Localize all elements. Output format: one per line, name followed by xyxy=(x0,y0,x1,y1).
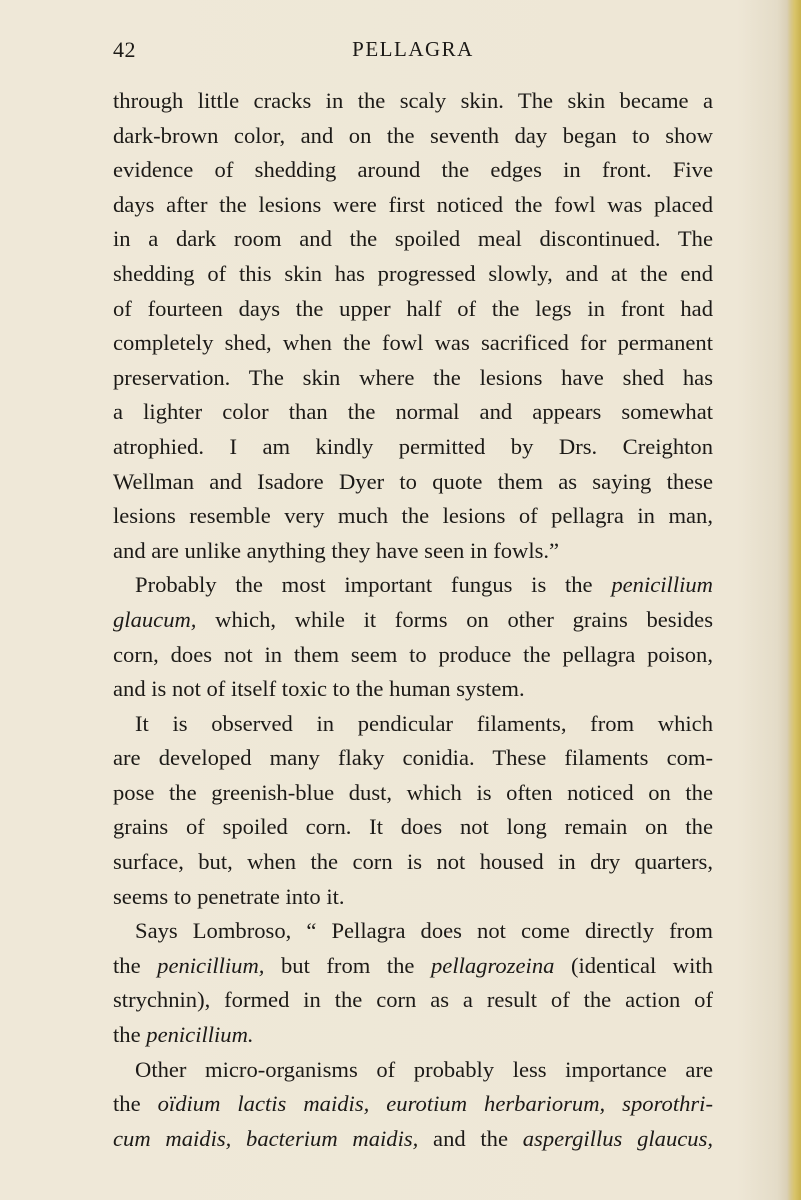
text-segment: in a dark room and the spoiled meal discontinued. The xyxy=(113,226,713,252)
text-segment: and are unlike anything they have seen in fowls.” xyxy=(113,537,560,563)
running-title: PELLAGRA xyxy=(352,37,474,61)
text-line xyxy=(113,257,713,292)
text-segment: pose the greenish-blue dust, which is often noticed on the xyxy=(113,779,713,805)
text-segment: days after the lesions were first noticed the fowl was placed xyxy=(113,191,713,217)
text-segment: shedding of this skin has progressed slowly, and at the end xyxy=(113,260,713,286)
text-segment: lesions resemble very much the lesions of pellagra in man, xyxy=(113,503,713,529)
text-line xyxy=(113,222,713,257)
italic-text: oïdium lactis maidis, eurotium herbariorum, sporothri- xyxy=(157,1091,713,1117)
text-line xyxy=(113,672,713,707)
text-segment: corn, does not in them seem to produce the pellagra poison, xyxy=(113,641,713,667)
text-line xyxy=(113,188,713,223)
italic-text: cum maidis, bacterium maidis, xyxy=(113,1125,419,1151)
italic-text: pellagrozeina xyxy=(431,952,555,978)
text-segment: (identical with xyxy=(554,952,713,978)
text-line xyxy=(113,638,713,673)
text-segment: completely shed, when the fowl was sacrificed for permanent xyxy=(113,330,713,356)
italic-text: glaucum, xyxy=(113,606,197,632)
text-segment: Says Lombroso, “ Pellagra does not come directly from xyxy=(135,918,713,944)
text-line xyxy=(113,949,713,984)
text-line xyxy=(113,361,713,396)
text-line xyxy=(113,603,713,638)
text-segment: and the xyxy=(418,1125,523,1151)
text-line xyxy=(113,880,713,915)
text-segment: which, while it forms on other grains besides xyxy=(196,606,713,632)
text-segment: dark-brown color, and on the seventh day began to show xyxy=(113,122,713,148)
text-line xyxy=(113,499,713,534)
text-segment: of fourteen days the upper half of the legs in front had xyxy=(113,295,713,321)
text-segment: atrophied. I am kindly permitted by Drs. Creighton xyxy=(113,433,713,459)
text-line xyxy=(113,395,713,430)
text-line xyxy=(113,534,713,569)
text-segment: the xyxy=(113,1022,147,1048)
italic-text: penicillium xyxy=(611,572,713,598)
text-segment: and is not of itself toxic to the human system. xyxy=(113,676,525,702)
italic-text: penicillium. xyxy=(146,1022,254,1048)
body-text xyxy=(113,84,713,1156)
text-segment: Probably the most important fungus is the xyxy=(135,572,612,598)
italic-text: aspergillus glaucus, xyxy=(522,1125,714,1151)
text-line xyxy=(113,914,713,949)
text-segment: preservation. The skin where the lesions have shed has xyxy=(113,364,713,390)
text-line xyxy=(113,707,713,742)
page-edge xyxy=(787,0,801,1200)
text-line xyxy=(113,465,713,500)
text-line xyxy=(113,153,713,188)
text-segment: the xyxy=(113,952,158,978)
page-number: 42 xyxy=(113,37,136,62)
text-line xyxy=(113,292,713,327)
text-segment: It is observed in pendicular filaments, from which xyxy=(135,710,713,736)
page-header xyxy=(113,37,713,67)
text-segment: strychnin), formed in the corn as a result of the action of xyxy=(113,987,713,1013)
text-segment: the xyxy=(113,1091,158,1117)
text-line xyxy=(113,430,713,465)
text-line xyxy=(113,810,713,845)
text-line xyxy=(113,1087,713,1122)
text-line xyxy=(113,568,713,603)
text-segment: surface, but, when the corn is not housed in dry quarters, xyxy=(113,849,713,875)
text-segment: Wellman and Isadore Dyer to quote them as saying these xyxy=(113,468,713,494)
text-segment: through little cracks in the scaly skin. The skin became a xyxy=(113,88,713,113)
text-segment: evidence of shedding around the edges in front. Five xyxy=(113,157,713,183)
text-line xyxy=(113,119,713,154)
text-segment: are developed many flaky conidia. These filaments com- xyxy=(113,745,713,771)
text-line xyxy=(113,84,713,119)
text-line xyxy=(113,776,713,811)
text-line xyxy=(113,1018,713,1053)
text-segment: a lighter color than the normal and appears somewhat xyxy=(113,399,713,425)
text-line xyxy=(113,326,713,361)
text-line xyxy=(113,1122,713,1157)
text-line xyxy=(113,1053,713,1088)
italic-text: penicillium, xyxy=(157,952,265,978)
text-segment: grains of spoiled corn. It does not long remain on the xyxy=(113,814,713,840)
text-segment: but from the xyxy=(264,952,431,978)
text-segment: Other micro-organisms of probably less importance are xyxy=(135,1056,713,1082)
text-line xyxy=(113,741,713,776)
text-segment: seems to penetrate into it. xyxy=(113,883,345,909)
text-line xyxy=(113,845,713,880)
text-line xyxy=(113,983,713,1018)
